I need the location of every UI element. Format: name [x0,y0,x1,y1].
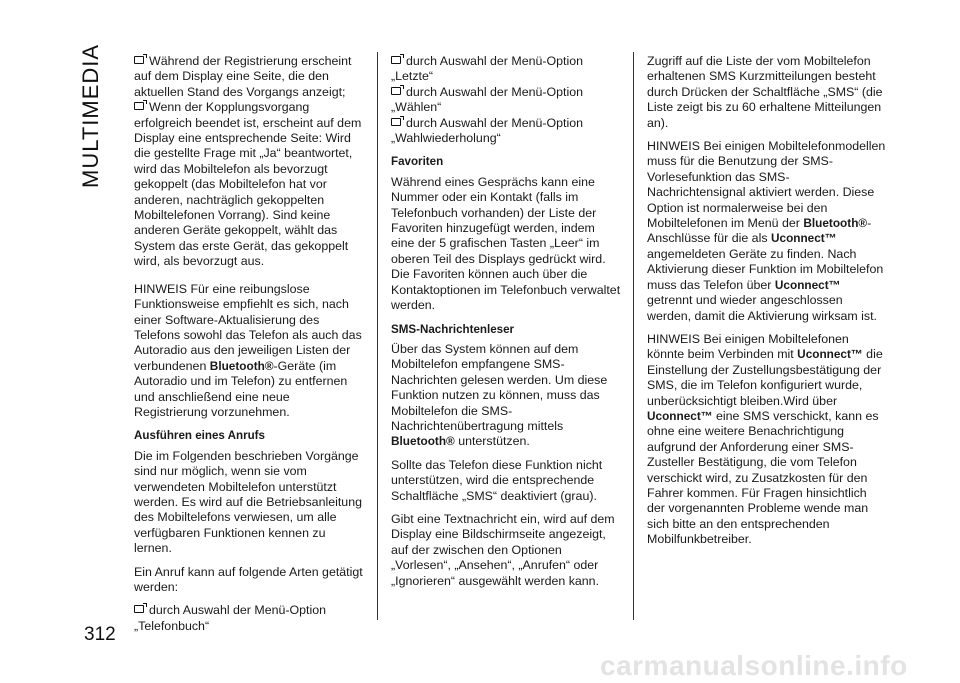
bullet-item: durch Auswahl der Menü-Option „Wählen“ [391,84,584,115]
column-3 [647,54,887,556]
page-number: 312 [84,624,116,645]
heading: Favoriten [391,155,444,169]
column-2 [391,54,621,597]
bullet-item: durch Auswahl der Menü-Option „Letzte“ [391,54,584,84]
checkbox-bullet-icon [134,605,144,613]
paragraph: Ein Anruf kann auf folgende Arten getätigt werden: [134,564,363,594]
section-title-text: MULTIMEDIA [78,43,103,188]
column-divider [377,52,378,620]
bluetooth-term: Bluetooth® [391,434,455,449]
heading: Ausführen eines Anrufs [134,429,265,443]
paragraph: Während eines Gesprächs kann eine Nummer oder ein Kontakt (falls im Telefonbuch vorhanden) der Liste der Favoriten hinzugefügt werden, indem eine der 5 grafischen Tasten „Leer“ im oberen Teil des Displays gedrückt wird. Die Favoriten können auch über die Kontaktoptionen im Telefonbuch verwaltet werden. [391,174,621,313]
uconnect-term: Uconnect™ [647,408,713,423]
bluetooth-term: Bluetooth® [209,358,274,373]
bullet-item: Während der Registrierung erscheint auf dem Display eine Seite, die den aktuellen Stand des Vorgangs anzeigt; [134,54,352,99]
checkbox-bullet-icon [391,56,401,64]
watermark: carmanualsonline.info [600,650,908,681]
bluetooth-term: Bluetooth® [803,216,868,231]
section-title [78,43,112,188]
bullet-item: durch Auswahl der Menü-Option „Wahlwiederholung“ [391,115,584,146]
checkbox-bullet-icon [391,118,401,126]
checkbox-bullet-icon [391,87,401,95]
paragraph: Gibt eine Textnachricht ein, wird auf dem Display eine Bildschirmseite angezeigt, auf der zwischen den Optionen „Vorlesen“, „Ansehen“, „Anrufen“ oder „Ignorieren“ ausgewählt werden kann. [391,511,615,588]
uconnect-term: Uconnect™ [774,277,841,292]
uconnect-term: Uconnect™ [770,231,837,246]
uconnect-term: Uconnect™ [797,347,863,362]
paragraph: Über das System können auf dem Mobiltelefon empfangene SMS-Nachrichten gelesen werden. Um diese Funktion nutzen zu können, muss das Mobiltelefon die SMS-Nachrichtenübertragung mittels Bluetooth® unterstützen. [391,341,608,449]
paragraph: HINWEIS Bei einigen Mobiltelefonen könnte beim Verbinden mit Uconnect™ die Einstellung der Zustellungsbestätigung der SMS, die im Telefon konfiguriert wurde, unberücksichtigt bleiben.Wird über Uconnect™ eine SMS verschickt, kann es ohne eine weitere Benachrichtigung aufgrund der Anforderung einer SMS-Zusteller Bestätigung, die vom Telefon verschickt wird, zu Zusatzkosten für den Fahrer kommen. Für Fragen hinsichtlich der vorgenannten Probleme wende man sich bitte an den entsprechenden Mobilfunkbetreiber. [647,331,883,547]
checkbox-bullet-icon [134,102,144,110]
heading: SMS-Nachrichtenleser [391,322,515,336]
paragraph: Sollte das Telefon diese Funktion nicht unterstützen, wird die entsprechende Schaltfläche „SMS“ deaktiviert (grau). [391,457,603,503]
bullet-item: durch Auswahl der Menü-Option „Telefonbuch“ [134,603,327,633]
bullet-item: Wenn der Kopplungsvorgang erfolgreich beendet ist, erscheint auf dem Display eine entsprechende Seite: Wird die gestellte Frage mit „Ja“ beantwortet, wird das Mobiltelefon als bevorzugt gekoppelt (das Mobiltelefon hat vor anderen, nachträglich gekoppelten Mobiltelefonen Vorrang). Sind keine anderen Geräte gekoppelt, wählt das System das erste Gerät, das gekoppelt wird, als bevorzugt aus. [134,100,362,269]
paragraph: Die im Folgenden beschrieben Vorgänge sind nur möglich, wenn sie vom verwendeten Mobiltelefon unterstützt werden. Es wird auf die Betriebsanleitung des Mobiltelefons verwiesen, um alle verfügbaren Funktionen kennen zu lernen. [134,448,362,556]
checkbox-bullet-icon [134,56,144,64]
paragraph: Zugriff auf die Liste der vom Mobiltelefon erhaltenen SMS Kurzmitteilungen besteht durch Drücken der Schaltfläche „SMS“ (die Liste zeigt bis zu 60 erhaltene Mitteilungen an). [647,54,883,130]
paragraph: HINWEIS Für eine reibungslose Funktionsweise empfiehlt es sich, nach einer Software-Aktualisierung des Telefons sowohl das Telefon als auch das Autoradio aus den jeweiligen Listen der verbundenen Bluetooth®-Geräte (im Autoradio und im Telefon) zu entfernen und anschließend eine neue Registrierung vorzunehmen. [134,281,362,419]
column-1 [134,54,364,634]
paragraph: HINWEIS Bei einigen Mobiltelefonmodellen muss für die Benutzung der SMS-Vorlesefunktion das SMS-Nachrichtensignal aktiviert werden. Diese Option ist normalerweise bei den Mobiltelefonen im Menü der Bluetooth®-Anschlüsse für die als Uconnect™ angemeldeten Geräte zu finden. Nach Aktivierung dieser Funktion im Mobiltelefon muss das Telefon über Uconnect™ getrennt und wieder angeschlossen werden, damit die Aktivierung wirksam ist. [647,139,886,323]
column-divider [633,52,634,620]
